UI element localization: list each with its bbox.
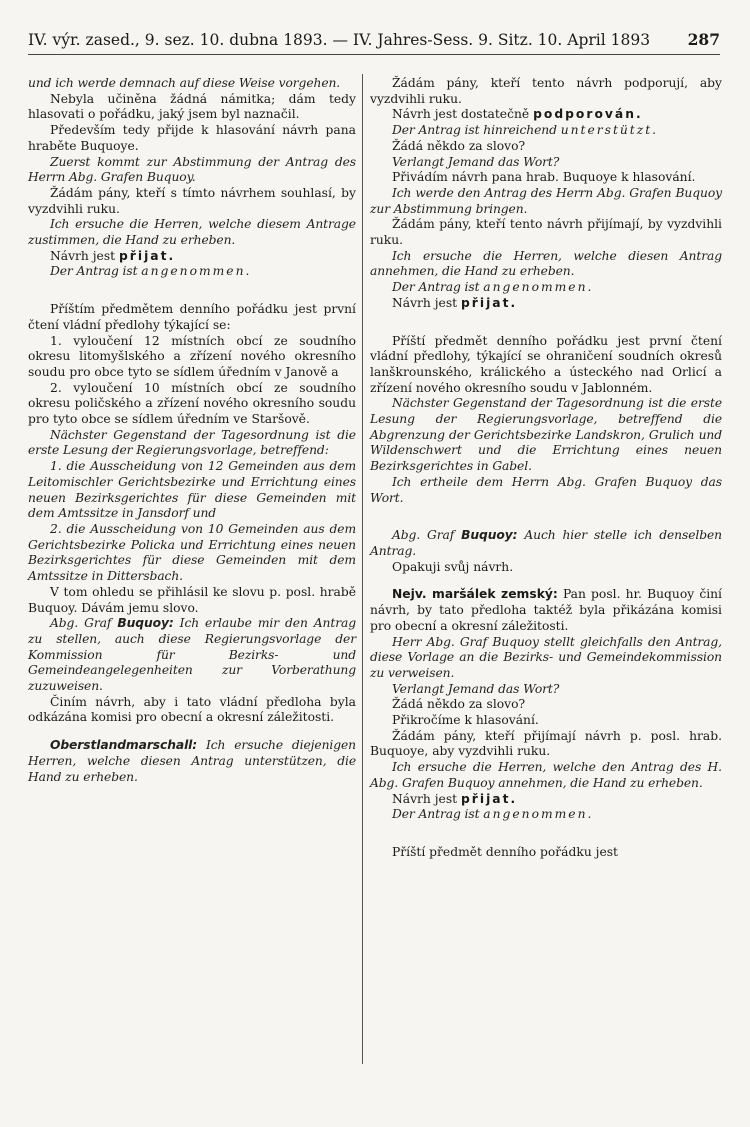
- result-word: angenommen.: [483, 280, 594, 295]
- spacer: [370, 312, 722, 334]
- paragraph: Ich ersuche die Herren, welche diesen Antrag annehmen, die Hand zu erheben.: [370, 248, 722, 279]
- paragraph: Příštím předmětem denního pořádku jest první čtení vládní předlohy týkající se:: [28, 302, 356, 332]
- text: Přikročíme k hlasování.: [392, 713, 539, 728]
- paragraph: Verlangt Jemand das Wort?: [392, 681, 560, 696]
- paragraph: Nächster Gegenstand der Tagesordnung ist die erste Lesung der Regierungsvorlage, betreffend die Abgrenzung der Gerichtsbezirke Landskron, Grulich und Wildenschwert und die Errichtung eines neuen Bezirksgerichtes in Gabel.: [370, 396, 722, 474]
- text: Der Antrag ist: [50, 264, 142, 279]
- page-number: 287: [687, 30, 720, 49]
- paragraph: [370, 807, 722, 823]
- text: Návrh jest: [392, 791, 461, 806]
- paragraph: Činím návrh, aby i tato vládní předloha byla odkázána komisi pro obecní a okresní záležitosti.: [28, 694, 356, 725]
- spacer: [28, 280, 356, 302]
- paragraph: [370, 296, 722, 312]
- paragraph: [370, 107, 722, 123]
- result-word: přijat.: [461, 295, 518, 310]
- paragraph: Zuerst kommt zur Abstimmung der Antrag des Herrn Abg. Grafen Buquoy.: [28, 154, 356, 185]
- paragraph: Příští předmět denního pořádku jest první čtení vládní předlohy, týkající se ohraničení soudních okresů lanškrounského, králického a ústeckého nad Orlicí a zřízení nového okresního soudu v Jablonném.: [370, 333, 722, 395]
- paragraph: V tom ohledu se přihlásil ke slovu p. posl. hrabě Buquoy. Dávám jemu slovo.: [28, 584, 356, 615]
- paragraph: Příští předmět denního pořádku jest: [392, 844, 618, 859]
- paragraph: Žádá někdo za slovo?: [392, 697, 526, 712]
- speaker-name: Nejv. maršálek zemský:: [392, 587, 558, 602]
- text: Abg. Graf: [50, 616, 118, 631]
- result-word: unterstützt.: [560, 123, 659, 138]
- paragraph: 1. vyloučení 12 místních obcí ze soudního okresu litomyšlského a zřízení nového okresního soudu pro obce tyto se sídlem úředním v Janově a: [28, 333, 356, 379]
- paragraph: [370, 587, 722, 634]
- paragraph: [370, 280, 722, 296]
- text: Der Antrag ist hinreichend: [392, 123, 561, 138]
- result-word: přijat.: [119, 248, 176, 263]
- paragraph: [370, 528, 722, 559]
- paragraph: Žádám pány, kteří přijímají návrh p. posl. hrab. Buquoye, aby vyzdvihli ruku.: [370, 728, 722, 759]
- speaker-name: Buquoy:: [117, 616, 174, 631]
- text: Pan posl. hr. Buquoy činí návrh, by tato předloha taktéž byla přikázána komisi pro obecní a okresní záležitosti.: [370, 587, 722, 633]
- paragraph: [370, 713, 722, 729]
- paragraph: [28, 249, 356, 265]
- paragraph: Přivádím návrh pana hrab. Buquoye k hlasování.: [392, 170, 696, 185]
- paragraph: Ich werde den Antrag des Herrn Abg. Grafen Buquoy zur Abstimmung bringen.: [370, 185, 722, 216]
- paragraph: Ich ersuche die Herren, welche diesem Antrage zustimmen, die Hand zu erheben.: [28, 217, 356, 248]
- paragraph: Žádá někdo za slovo?: [392, 138, 526, 153]
- paragraph: und ich werde demnach auf diese Weise vorgehen.: [28, 76, 341, 90]
- result-word: podporován.: [533, 107, 643, 122]
- paragraph: Nebyla učiněna žádná námitka; dám tedy hlasovati o pořádku, jaký jsem byl naznačil.: [28, 91, 356, 122]
- speaker-name: Oberstlandmarschall:: [50, 738, 198, 753]
- paragraph: [370, 123, 722, 139]
- paragraph: 2. die Ausscheidung von 10 Gemeinden aus dem Gerichtsbezirke Policka und Errichtung eines neuen Bezirksgerichtes für diese Gemeinden mit dem Amtssitze in Dittersbach.: [28, 521, 356, 584]
- paragraph: [28, 264, 356, 280]
- spacer: [370, 506, 722, 528]
- text: Návrh jest: [392, 295, 461, 310]
- paragraph: Ich ertheile dem Herrn Abg. Grafen Buquoy das Wort.: [370, 474, 722, 505]
- text: Abg. Graf: [392, 528, 462, 543]
- paragraph: [28, 616, 356, 695]
- paragraph: 2. vyloučení 10 místních obcí ze soudního okresu poličského a zřízení nového okresního soudu pro tyto obce se sídlem úředním ve Staršově.: [28, 380, 356, 427]
- paragraph: Žádám pány, kteří s tímto návrhem souhlasí, by vyzdvihli ruku.: [28, 185, 356, 216]
- paragraph: Nächster Gegenstand der Tagesordnung ist die erste Lesung der Regierungsvorlage, betreffend:: [28, 427, 356, 458]
- text: Der Antrag ist: [392, 280, 484, 295]
- paragraph: Ich ersuche die Herren, welche den Antrag des H. Abg. Grafen Buquoy annehmen, die Hand zu erheben.: [370, 760, 722, 790]
- spacer: [28, 726, 356, 738]
- paragraph: [370, 792, 722, 808]
- result-word: přijat.: [461, 791, 518, 806]
- paragraph: Žádám pány, kteří tento návrh přijímají, by vyzdvihli ruku.: [370, 217, 722, 248]
- paragraph: [28, 738, 356, 785]
- speaker-name: Buquoy:: [461, 528, 518, 543]
- column-divider: [362, 74, 363, 1064]
- text: Ich erlaube mir den Antrag zu stellen, auch diese Regierungsvorlage der Kommission für Bezirks- und Gemeindeangelegenheiten zur Vorberathung zuzuweisen.: [28, 616, 356, 694]
- paragraph: 1. die Ausscheidung von 12 Gemeinden aus dem Leitomischler Gerichtsbezirke und Errichtung eines neuen Bezirksgerichtes für diese Gemeinden mit dem Amtssitze in Jansdorf und: [28, 459, 356, 521]
- paragraph: Verlangt Jemand das Wort?: [392, 154, 560, 169]
- left-column: [28, 76, 356, 785]
- right-column: [370, 76, 722, 861]
- paragraph: Opakuji svůj návrh.: [392, 559, 514, 574]
- result-word: angenommen.: [483, 807, 594, 822]
- paragraph: Herr Abg. Graf Buquoy stellt gleichfalls den Antrag, diese Vorlage an die Bezirks- und Gemeindekommission zu verweisen.: [370, 634, 722, 680]
- text: Ich ersuche diejenigen Herren, welche diesen Antrag unterstützen, die Hand zu erheben.: [28, 738, 356, 784]
- result-word: angenommen.: [141, 264, 252, 279]
- text: Der Antrag ist: [392, 807, 484, 822]
- text: Návrh jest dostatečně: [392, 107, 534, 122]
- page-header: [28, 30, 720, 55]
- text: Auch hier stelle ich denselben Antrag.: [370, 528, 722, 558]
- text: Návrh jest: [50, 248, 119, 263]
- running-head: IV. výr. zased., 9. sez. 10. dubna 1893. — IV. Jahres-Sess. 9. Sitz. 10. April 1893: [28, 31, 651, 49]
- paragraph: Žádám pány, kteří tento návrh podporují, aby vyzdvihli ruku.: [370, 76, 722, 106]
- spacer: [370, 575, 722, 587]
- spacer: [370, 823, 722, 845]
- paragraph: Především tedy přijde k hlasování návrh pana hraběte Buquoye.: [28, 123, 356, 153]
